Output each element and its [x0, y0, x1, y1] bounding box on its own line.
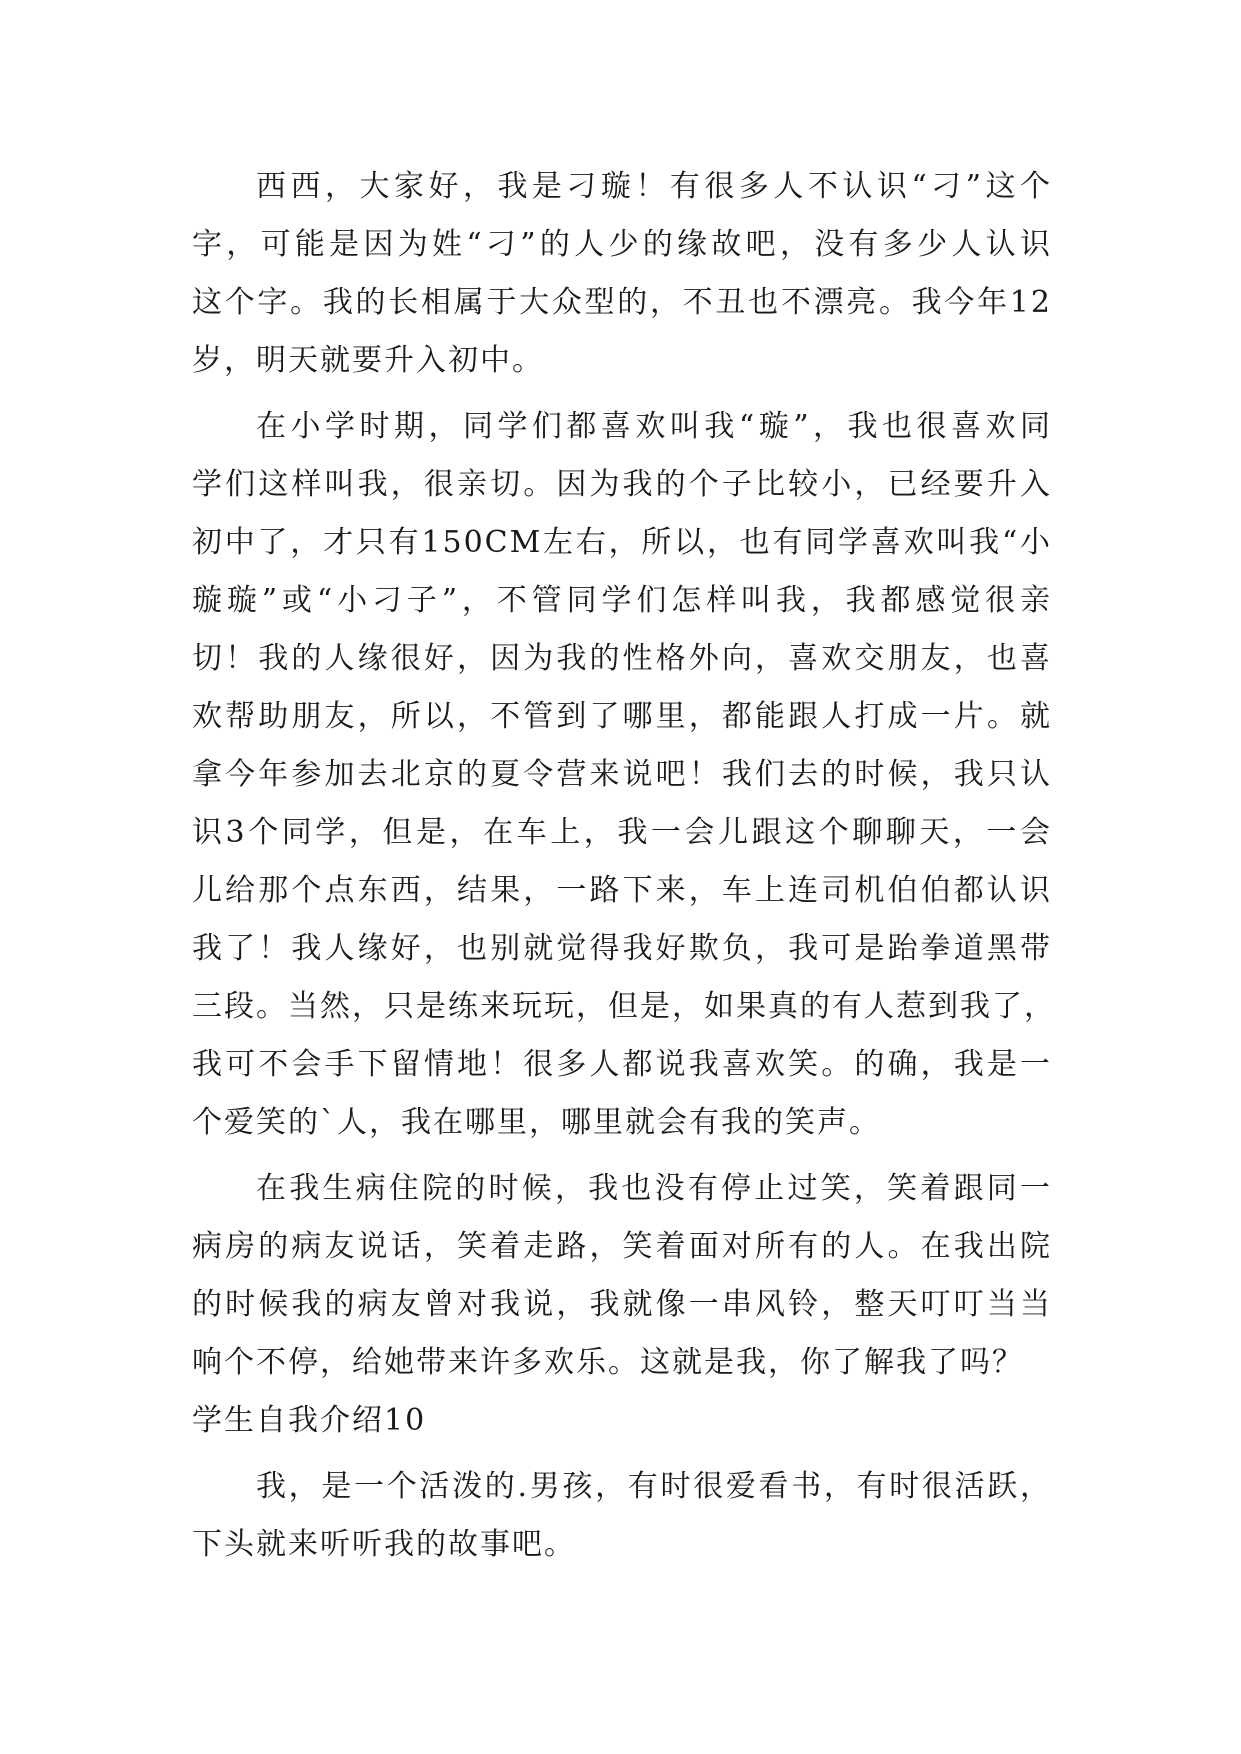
paragraph-2-line-11: 三段。当然，只是练来玩玩，但是，如果真的有人惹到我了，: [192, 989, 1056, 1024]
document-body: [192, 158, 1056, 1574]
paragraph-2-line-5: 切！我的人缘很好，因为我的性格外向，喜欢交朋友，也喜: [192, 641, 1052, 676]
paragraph-2-line-2: 学们这样叫我，很亲切。因为我的个子比较小，已经要升入: [192, 467, 1052, 502]
paragraph-1-line-3: 这个字。我的长相属于大众型的，不丑也不漂亮。我今年12: [192, 285, 1052, 320]
paragraph-1-line-1: 西西，大家好，我是刁璇！有很多人不认识“刁”这个: [256, 169, 1052, 204]
paragraph-gap: [192, 390, 1052, 398]
paragraph-4-line-2: 下头就来听听我的故事吧。: [192, 1527, 576, 1562]
paragraph-1-line-4: 岁，明天就要升入初中。: [192, 343, 544, 378]
paragraph-2-line-1: 在小学时期，同学们都喜欢叫我“璇”，我也很喜欢同: [256, 409, 1052, 444]
paragraph-3-line-2: 病房的病友说话，笑着走路，笑着面对所有的人。在我出院: [192, 1229, 1052, 1264]
paragraph-3-line-3: 的时候我的病友曾对我说，我就像一串风铃，整天叮叮当当: [192, 1287, 1052, 1322]
paragraph-2-line-3: 初中了，才只有150CM左右，所以，也有同学喜欢叫我“小: [192, 525, 1052, 560]
paragraph-2-line-6: 欢帮助朋友，所以，不管到了哪里，都能跟人打成一片。就: [192, 699, 1052, 734]
paragraph-1-line-2: 字，可能是因为姓“刁”的人少的缘故吧，没有多少人认识: [192, 227, 1052, 262]
paragraph-4-line-1: 我，是一个活泼的.男孩，有时很爱看书，有时很活跃，: [256, 1469, 1052, 1504]
paragraph-2-line-10: 我了！我人缘好，也别就觉得我好欺负，我可是跆拳道黑带: [192, 931, 1052, 966]
paragraph-2-line-4: 璇璇”或“小刁子”，不管同学们怎样叫我，我都感觉很亲: [192, 583, 1052, 618]
paragraph-2-line-8: 识3个同学，但是，在车上，我一会儿跟这个聊聊天，一会: [192, 815, 1052, 850]
paragraph-gap: [192, 1450, 1052, 1458]
paragraph-2-line-9: 儿给那个点东西，结果，一路下来，车上连司机伯伯都认识: [192, 873, 1052, 908]
section-heading: 学生自我介绍10: [192, 1403, 427, 1438]
paragraph-2-line-12: 我可不会手下留情地！很多人都说我喜欢笑。的确，我是一: [192, 1047, 1052, 1082]
paragraph-2-line-13: 个爱笑的`人，我在哪里，哪里就会有我的笑声。: [192, 1105, 881, 1140]
paragraph-gap: [192, 1152, 1052, 1160]
paragraph-2-line-7: 拿今年参加去北京的夏令营来说吧！我们去的时候，我只认: [192, 757, 1052, 792]
paragraph-3-line-1: 在我生病住院的时候，我也没有停止过笑，笑着跟同一: [256, 1171, 1052, 1206]
paragraph-3-line-4: 响个不停，给她带来许多欢乐。这就是我，你了解我了吗？: [192, 1345, 1024, 1380]
